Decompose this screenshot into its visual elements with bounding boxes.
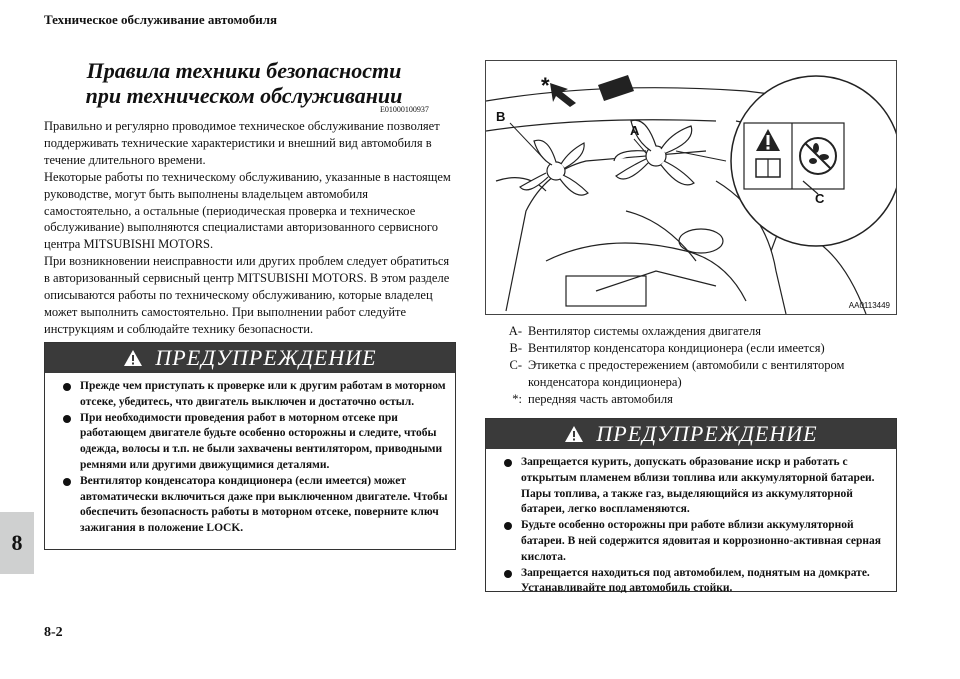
section-title [44,58,444,108]
figure-label-star: * [541,73,550,98]
body-text [44,118,454,338]
legend-row [492,323,892,340]
warning-header [45,343,455,373]
figure-label-c: C [815,191,825,206]
page-number: 8-2 [44,625,63,640]
warning-item: При необходимости проведения работ в моторном отсеке при работающем двигателе будьте особенно осторожны и следите, чтобы одежда, волосы и т.п. не были захвачены вентилятором, приводными ремнями или другими движущимися деталями. [63,411,449,474]
warning-list [45,373,455,541]
legend-key: C- [509,358,522,372]
paragraph: Правильно и регулярно проводимое техническое обслуживание позволяет поддерживать технические характеристики и внешний вид автомобиля в течение длительного времени. [44,119,440,167]
legend-row [492,357,892,391]
warning-item: Вентилятор конденсатора кондиционера (если имеется) может автоматически включиться даже при выключенном двигателе. Чтобы обеспечить безопасность работы в моторном отсеке, поверните ключ зажигания в положение LOCK. [63,474,449,537]
warning-list [486,449,896,601]
paragraph: Некоторые работы по техническому обслуживанию, указанные в настоящем руководстве, могут быть выполнены владельцем автомобиля самостоятельно, а остальные (периодическая проверка и техническое обслуживание) выполняются специалистами авторизованного сервисного центра MITSUBISHI MOTORS. [44,169,451,252]
figure-label-b: B [496,109,506,124]
engine-bay-figure [485,60,897,315]
warning-item: Будьте особенно осторожны при работе вблизи аккумуляторной батареи. В ней содержится ядовитая и коррозионно-активная серная кислота. [504,518,890,565]
warning-item: Запрещается курить, допускать образование искр и работать с открытым пламенем вблизи топлива или аккумуляторной батареи. Пары топлива, а также газ, выделяющийся из аккумуляторной батареи, легко воспламеняются. [504,455,890,518]
figure-label-a: A [630,123,640,138]
legend-text: передняя часть автомобиля [528,392,673,406]
legend-key: *: [512,392,522,406]
paragraph: При возникновении неисправности или других проблем следует обратиться в авторизованный сервисный центр MITSUBISHI MOTORS. В этом разделе описываются работы по техническому обслуживанию, которые владелец может выполнить самостоятельно. При выполнении работ следуйте инструкциям и соблюдайте технику безопасности. [44,254,450,336]
figure-legend [492,323,892,408]
page-header: Техническое обслуживание автомобиля [44,12,278,27]
legend-key: B- [509,341,522,355]
warning-box-2 [485,418,897,595]
warning-title: ПРЕДУПРЕЖДЕНИЕ [596,421,818,446]
legend-row [492,340,892,357]
section-title-line1: Правила техники безопасности [86,58,402,83]
warning-box-1 [44,342,456,550]
chapter-tab: 8 [0,512,34,574]
section-title-line2: при техническом обслуживании [85,83,403,108]
legend-key: A- [508,324,522,338]
warning-triangle-icon [564,425,584,443]
figure-id: AA0113449 [848,301,890,310]
warning-item: Прежде чем приступать к проверке или к другим работам в моторном отсеке, убедитесь, что двигатель выключен и достаточно остыл. [63,379,449,411]
legend-text: Вентилятор конденсатора кондиционера (если имеется) [528,341,825,355]
warning-title: ПРЕДУПРЕЖДЕНИЕ [155,345,377,370]
warning-triangle-icon [123,349,143,367]
warning-header [486,419,896,449]
section-code: E01000100937 [380,105,429,114]
legend-text: Вентилятор системы охлаждения двигателя [528,324,761,338]
warning-item: Запрещается находиться под автомобилем, поднятым на домкрате. Устанавливайте под автомобиль стойки. [504,566,890,598]
legend-row [492,391,892,408]
legend-text: Этикетка с предостережением (автомобили с вентилятором конденсатора кондиционера) [528,358,845,389]
